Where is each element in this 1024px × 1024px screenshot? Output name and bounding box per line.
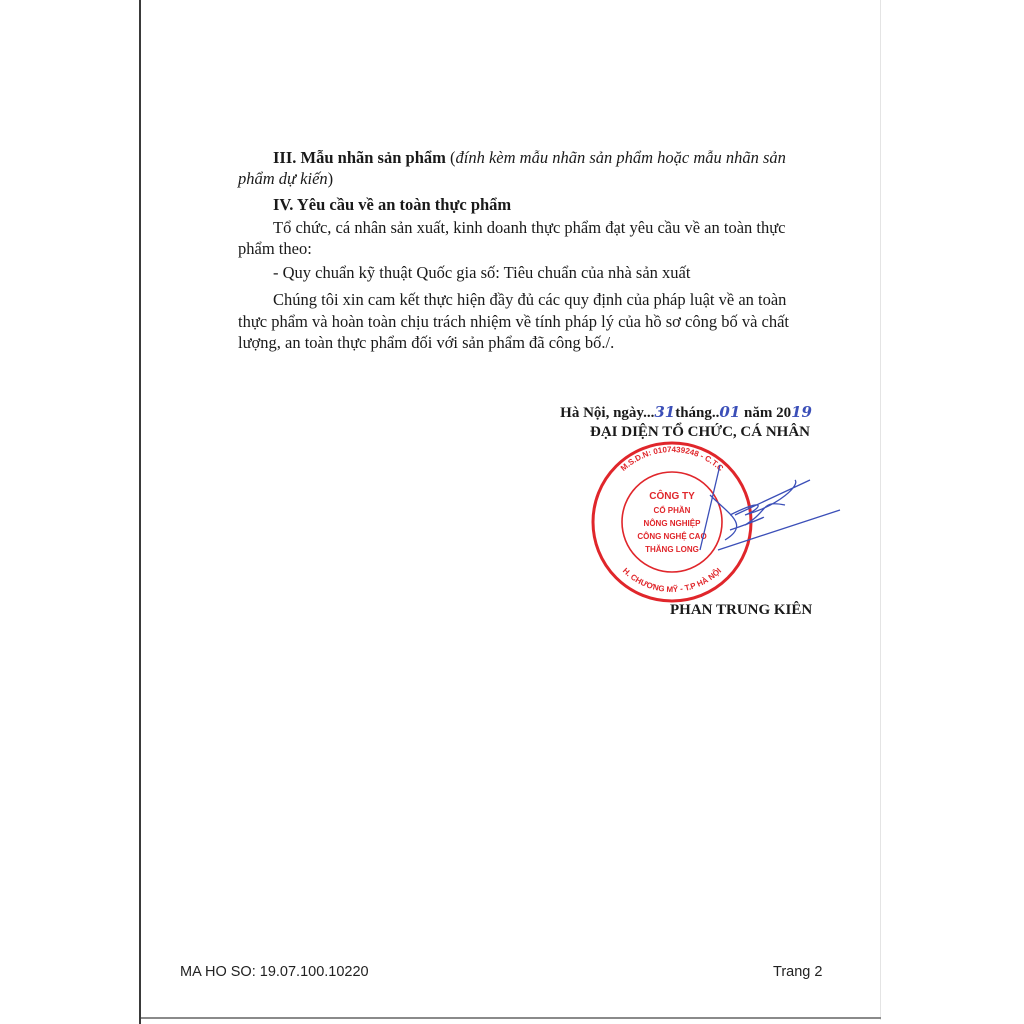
paren-open: ( [445,148,456,167]
section3-line [273,148,786,168]
stamp-line4: CÔNG NGHỆ CAO [637,532,707,541]
date-year-handwritten: 19 [791,403,812,421]
bullet-item: - Quy chuẩn kỹ thuật Quốc gia số: Tiêu chuẩn của nhà sản xuất [273,263,691,282]
page-left-edge [139,0,141,1024]
stamp-line1: CÔNG TY [649,491,695,502]
para1-line1: Tổ chức, cá nhân sản xuất, kinh doanh thực phẩm đạt yêu cầu về an toàn thực [273,218,786,237]
year-label: năm 20 [740,405,792,421]
section3-heading: III. Mẫu nhãn sản phẩm [273,148,446,167]
stamp-ring-bottom: H. CHƯƠNG MỸ - T.P HÀ NỘI [620,566,724,595]
signer-name: PHAN TRUNG KIÊN [670,602,813,618]
para1-line2: phẩm theo: [238,239,312,258]
stamp-line3: NÔNG NGHIỆP [643,519,701,528]
para2-line3: lượng, an toàn thực phẩm đối với sản phẩm đã công bố./. [238,333,615,352]
stamp-ring-top: M.S.D.N: 0107439248 - C.T.C [618,444,726,473]
paren-close: ) [327,169,334,188]
section4-heading: IV. Yêu cầu về an toàn thực phẩm [273,195,512,214]
section3-line2 [238,169,333,189]
page-number: Trang 2 [773,964,823,980]
place-date [560,402,812,423]
para2-line2: thực phẩm và hoàn toàn chịu trách nhiệm về tính pháp lý của hồ sơ công bố và chất [238,312,790,331]
record-code: MA HO SO: 19.07.100.10220 [180,964,369,980]
month-label: tháng.. [675,405,720,421]
stamp-line2: CỔ PHẦN [653,506,691,515]
page-bottom-edge [141,1017,881,1019]
section3-note: đính kèm mẫu nhãn sản phẩm hoặc mẫu nhãn sản [455,148,786,167]
stamp-line5: THĂNG LONG [645,545,699,554]
representative-title: ĐẠI DIỆN TỔ CHỨC, CÁ NHÂN [589,424,810,440]
place-date-prefix: Hà Nội, ngày... [560,405,655,421]
date-day-handwritten: 31 [654,403,676,421]
para2-line1: Chúng tôi xin cam kết thực hiện đầy đủ các quy định của pháp luật về an toàn [273,290,787,309]
date-month-handwritten: 01 [719,403,741,421]
handwritten-signature [690,455,910,575]
section3-note-cont: phẩm dự kiến [238,169,328,188]
